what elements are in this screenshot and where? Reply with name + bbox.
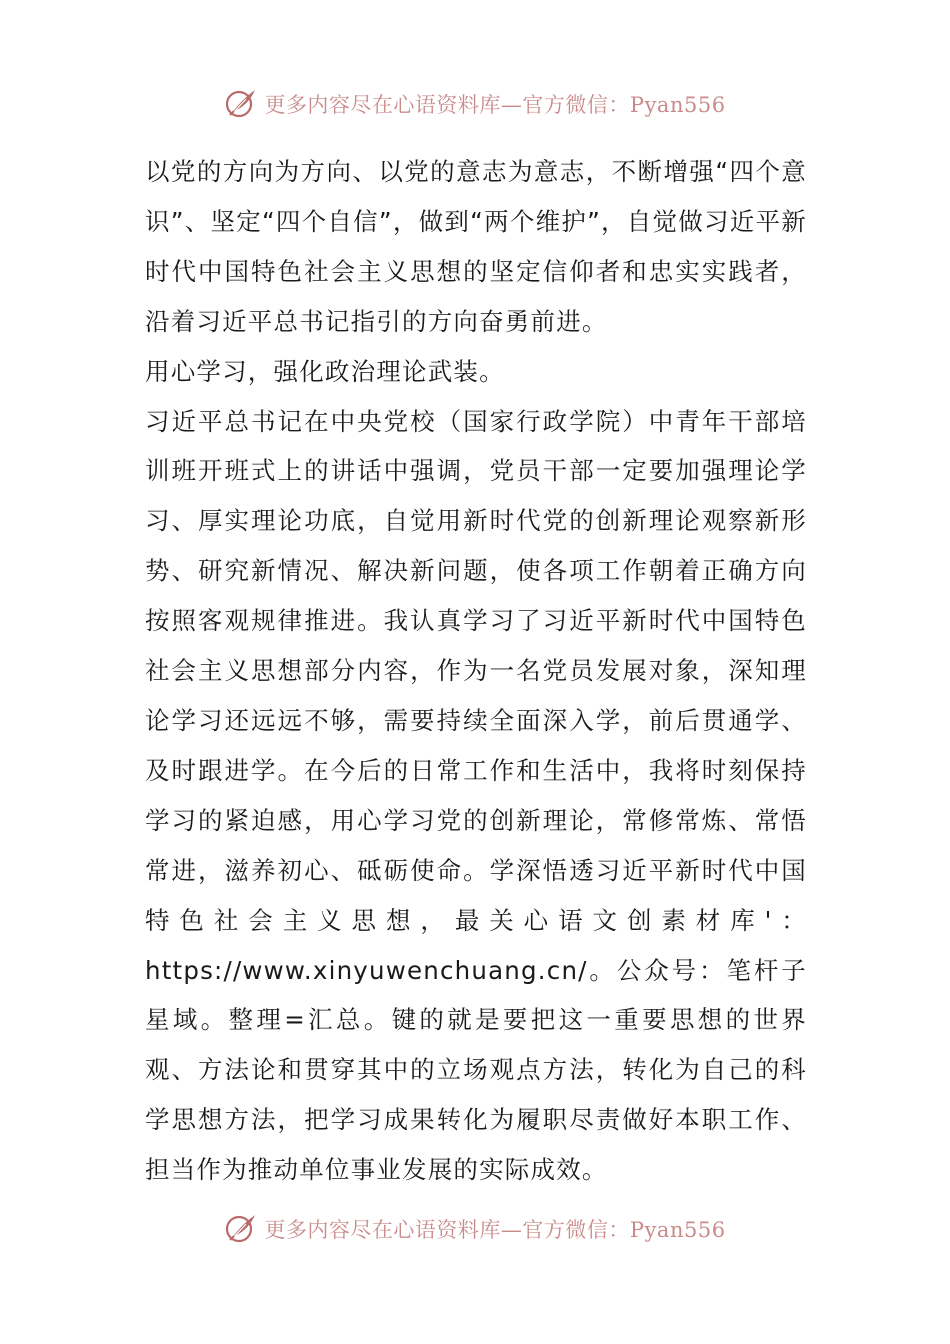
quill-pen-icon bbox=[224, 1212, 258, 1246]
header-banner-inner bbox=[224, 87, 725, 121]
header-banner bbox=[0, 84, 950, 124]
quill-pen-icon bbox=[224, 87, 258, 121]
document-body bbox=[145, 147, 807, 1195]
header-banner-text: 更多内容尽在心语资料库—官方微信：Pyan556 bbox=[264, 93, 726, 117]
paragraph-3: 习近平总书记在中央党校（国家行政学院）中青年干部培训班开班式上的讲话中强调，党员干部一定要加强理论学习、厚实理论功底，自觉用新时代党的创新理论观察新形势、研究新情况、解决新问题，使各项工作朝着正确方向按照客观规律推进。我认真学习了习近平新时代中国特色社会主义思想部分内容，作为一名党员发展对象，深知理论学习还远远不够，需要持续全面深入学，前后贯通学、及时跟进学。在今后的日常工作和生活中，我将时刻保持学习的紧迫感，用心学习党的创新理论，常修常炼、常悟常进，滋养初心、砥砺使命。学深悟透习近平新时代中国特色社会主义思想，最关心语文创素材库'：https://www.xinyuwenchuang.cn/。公众号：笔杆子星域。整理=汇总。键的就是要把这一重要思想的世界观、方法论和贯穿其中的立场观点方法，转化为自己的科学思想方法，把学习成果转化为履职尽责做好本职工作、担当作为推动单位事业发展的实际成效。 bbox=[145, 406, 807, 1185]
footer-banner-text: 更多内容尽在心语资料库—官方微信：Pyan556 bbox=[264, 1218, 726, 1242]
footer-banner bbox=[0, 1209, 950, 1249]
footer-banner-inner bbox=[224, 1212, 725, 1246]
paragraph-2-heading: 用心学习，强化政治理论武装。 bbox=[145, 356, 505, 386]
paragraph-1: 以党的方向为方向、以党的意志为意志，不断增强“四个意识”、坚定“四个自信”，做到“两个维护”，自觉做习近平新时代中国特色社会主义思想的坚定信仰者和忠实实践者，沿着习近平总书记指引的方向奋勇前进。 bbox=[145, 157, 807, 336]
